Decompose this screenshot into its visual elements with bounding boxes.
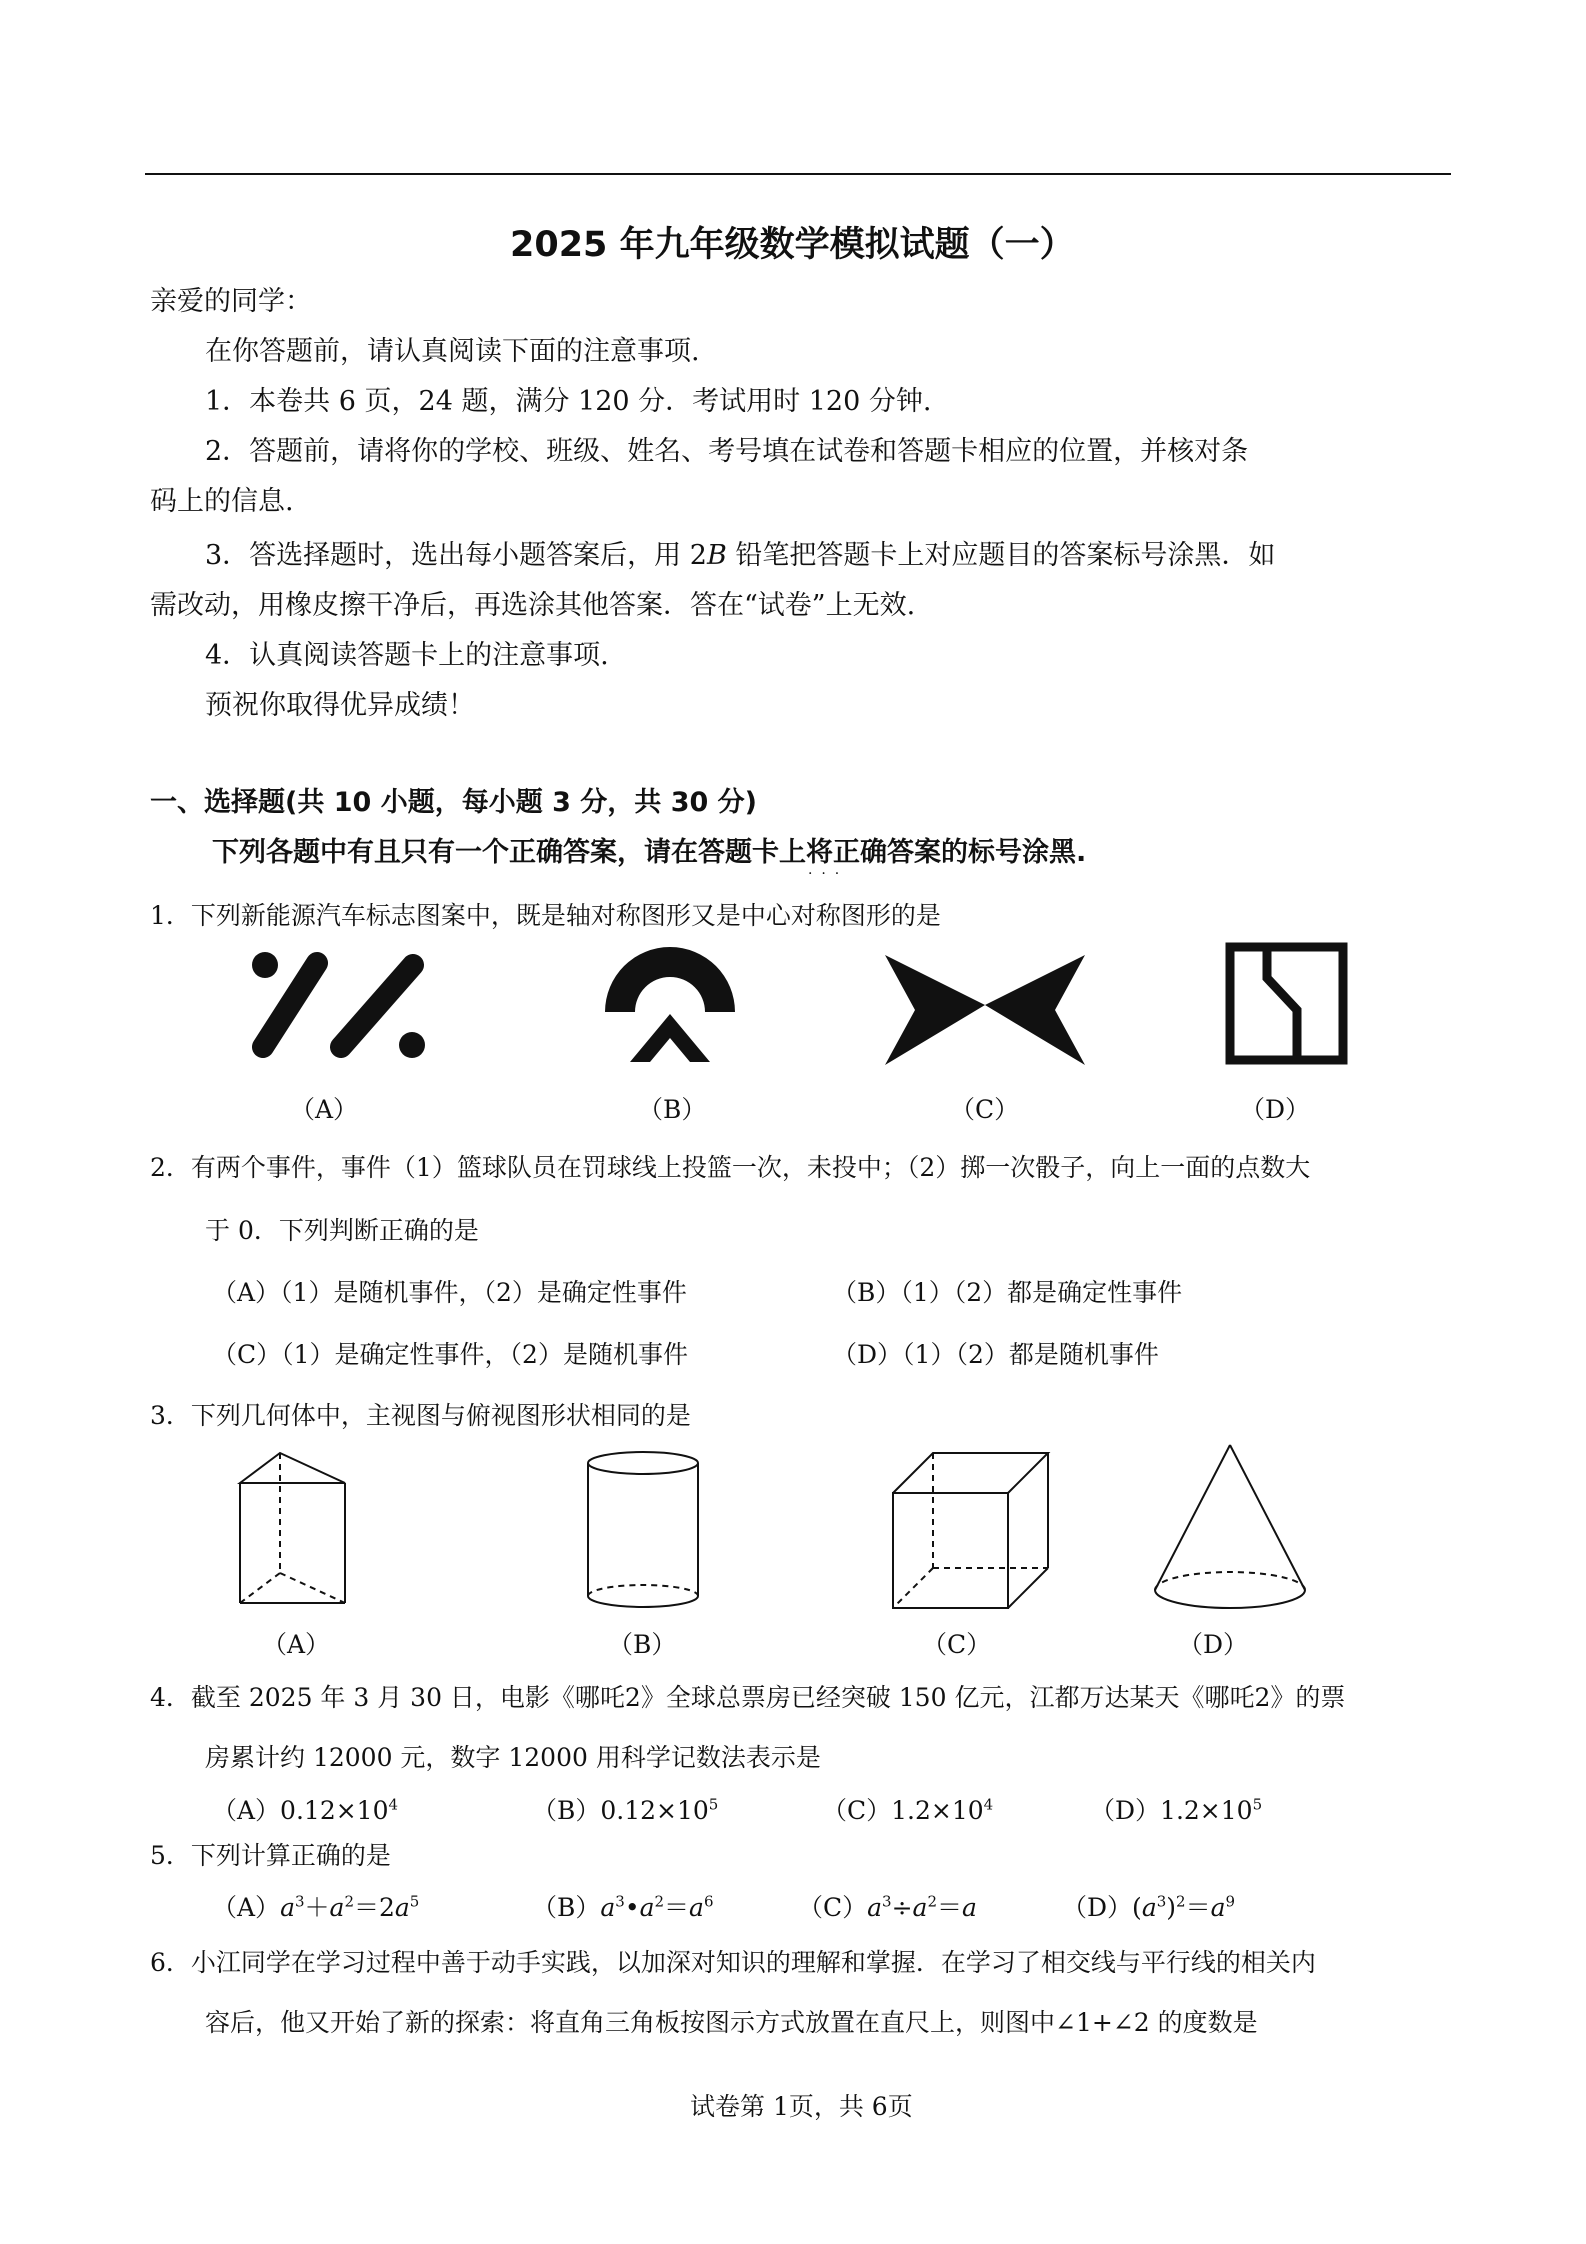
header-rule	[145, 173, 1451, 175]
q1-label-a: （A）	[290, 1095, 359, 1124]
notice-item-2-line-1: 2．答题前，请将你的学校、班级、姓名、考号填在试卷和答题卡相应的位置，并核对条	[205, 436, 1249, 467]
cube-figure	[888, 1448, 1053, 1613]
cylinder-figure	[583, 1448, 703, 1613]
q4-stem-line-2: 房累计约 12000 元，数字 12000 用科学记数法表示是	[205, 1743, 821, 1772]
section-instruction: 下列各题中有且只有一个正确答案，请在答题卡上将正确答案的标号涂黑.	[212, 837, 1087, 868]
q2-option-d: （D）（1）（2）都是随机事件	[832, 1340, 1159, 1369]
q3-label-c: （C）	[922, 1630, 992, 1659]
q5-option-b: $(B)a^3•a^2=a^6$	[532, 1892, 714, 1922]
notice-item-1: 1．本卷共 6 页，24 题，满分 120 分．考试用时 120 分钟.	[205, 386, 932, 417]
q4-option-d: $(D)1.2\times 10^5$	[1090, 1795, 1263, 1825]
logo-b-figure	[600, 942, 740, 1062]
q1-stem: 1．下列新能源汽车标志图案中，既是轴对称图形又是中心对称图形的是	[150, 901, 941, 930]
q1-label-d: （D）	[1240, 1095, 1311, 1124]
notice-item-2-line-2: 码上的信息.	[150, 486, 294, 517]
q2-option-c: （C）（1）是确定性事件，（2）是随机事件	[212, 1340, 688, 1369]
q4-option-b: $(B)0.12\times 10^5$	[532, 1795, 719, 1825]
notice-item-4: 4．认真阅读答题卡上的注意事项.	[205, 640, 609, 671]
q3-label-a: （A）	[262, 1630, 331, 1659]
q2-stem-line-2: 于 0．下列判断正确的是	[205, 1216, 479, 1245]
q4-stem-line-1: 4．截至 2025 年 3 月 30 日，电影《哪吒2》全球总票房已经突破 150 亿元，江都万达某天《哪吒2》的票	[150, 1683, 1346, 1712]
notice-wish: 预祝你取得优异成绩！	[205, 690, 475, 721]
q5-option-c: $(C)a^3\div a^2=a$	[798, 1892, 977, 1922]
q5-stem: 5．下列计算正确的是	[150, 1841, 391, 1870]
q2-option-b: （B）（1）（2）都是确定性事件	[832, 1278, 1183, 1307]
prism-figure	[235, 1448, 355, 1608]
logo-d-figure	[1225, 942, 1350, 1067]
cone-figure	[1150, 1440, 1310, 1615]
q5-option-d: $(D)(a^3)^2=a^9$	[1062, 1892, 1236, 1922]
q5-option-a: $(A)a^3+a^2=2a^5$	[212, 1892, 420, 1922]
emphasis-dots: · · ·	[808, 866, 840, 882]
q6-stem-line-1: 6．小江同学在学习过程中善于动手实践，以加深对知识的理解和掌握．在学习了相交线与平行线的相关内	[150, 1948, 1316, 1977]
q6-stem-line-2: 容后，他又开始了新的探索：将直角三角板按图示方式放置在直尺上，则图中∠1+∠2 的度数是	[205, 2008, 1258, 2037]
q1-label-b: （B）	[638, 1095, 707, 1124]
q4-option-c: $(C)1.2\times 10^4$	[822, 1795, 994, 1825]
q2-stem-line-1: 2．有两个事件，事件（1）篮球队员在罚球线上投篮一次，未投中；（2）掷一次骰子，向上一面的点数大	[150, 1153, 1311, 1182]
q3-label-d: （D）	[1178, 1630, 1249, 1659]
logo-c-figure	[885, 955, 1085, 1065]
section-heading: 一、选择题(共 10 小题，每小题 3 分，共 30 分)	[150, 787, 758, 818]
q2-option-a: （A）（1）是随机事件，（2）是确定性事件	[212, 1278, 687, 1307]
notice-intro: 在你答题前，请认真阅读下面的注意事项.	[205, 336, 700, 367]
page-title: 2025 年九年级数学模拟试题（一）	[510, 225, 1075, 265]
logo-a-figure	[245, 945, 435, 1065]
page-footer: 试卷第 1页，共 6页	[690, 2092, 913, 2121]
q3-label-b: （B）	[608, 1630, 677, 1659]
q1-label-c: （C）	[950, 1095, 1020, 1124]
notice-item-3-line-1: 3．答选择题时，选出每小题答案后，用 2B 铅笔把答题卡上对应题目的答案标号涂黑．如	[205, 540, 1276, 571]
notice-item-3-line-2: 需改动，用橡皮擦干净后，再选涂其他答案．答在“试卷”上无效.	[150, 590, 916, 621]
greeting: 亲爱的同学：	[150, 286, 312, 317]
q3-stem: 3．下列几何体中，主视图与俯视图形状相同的是	[150, 1401, 691, 1430]
q4-option-a: $(A)0.12\times 10^4$	[212, 1795, 399, 1825]
